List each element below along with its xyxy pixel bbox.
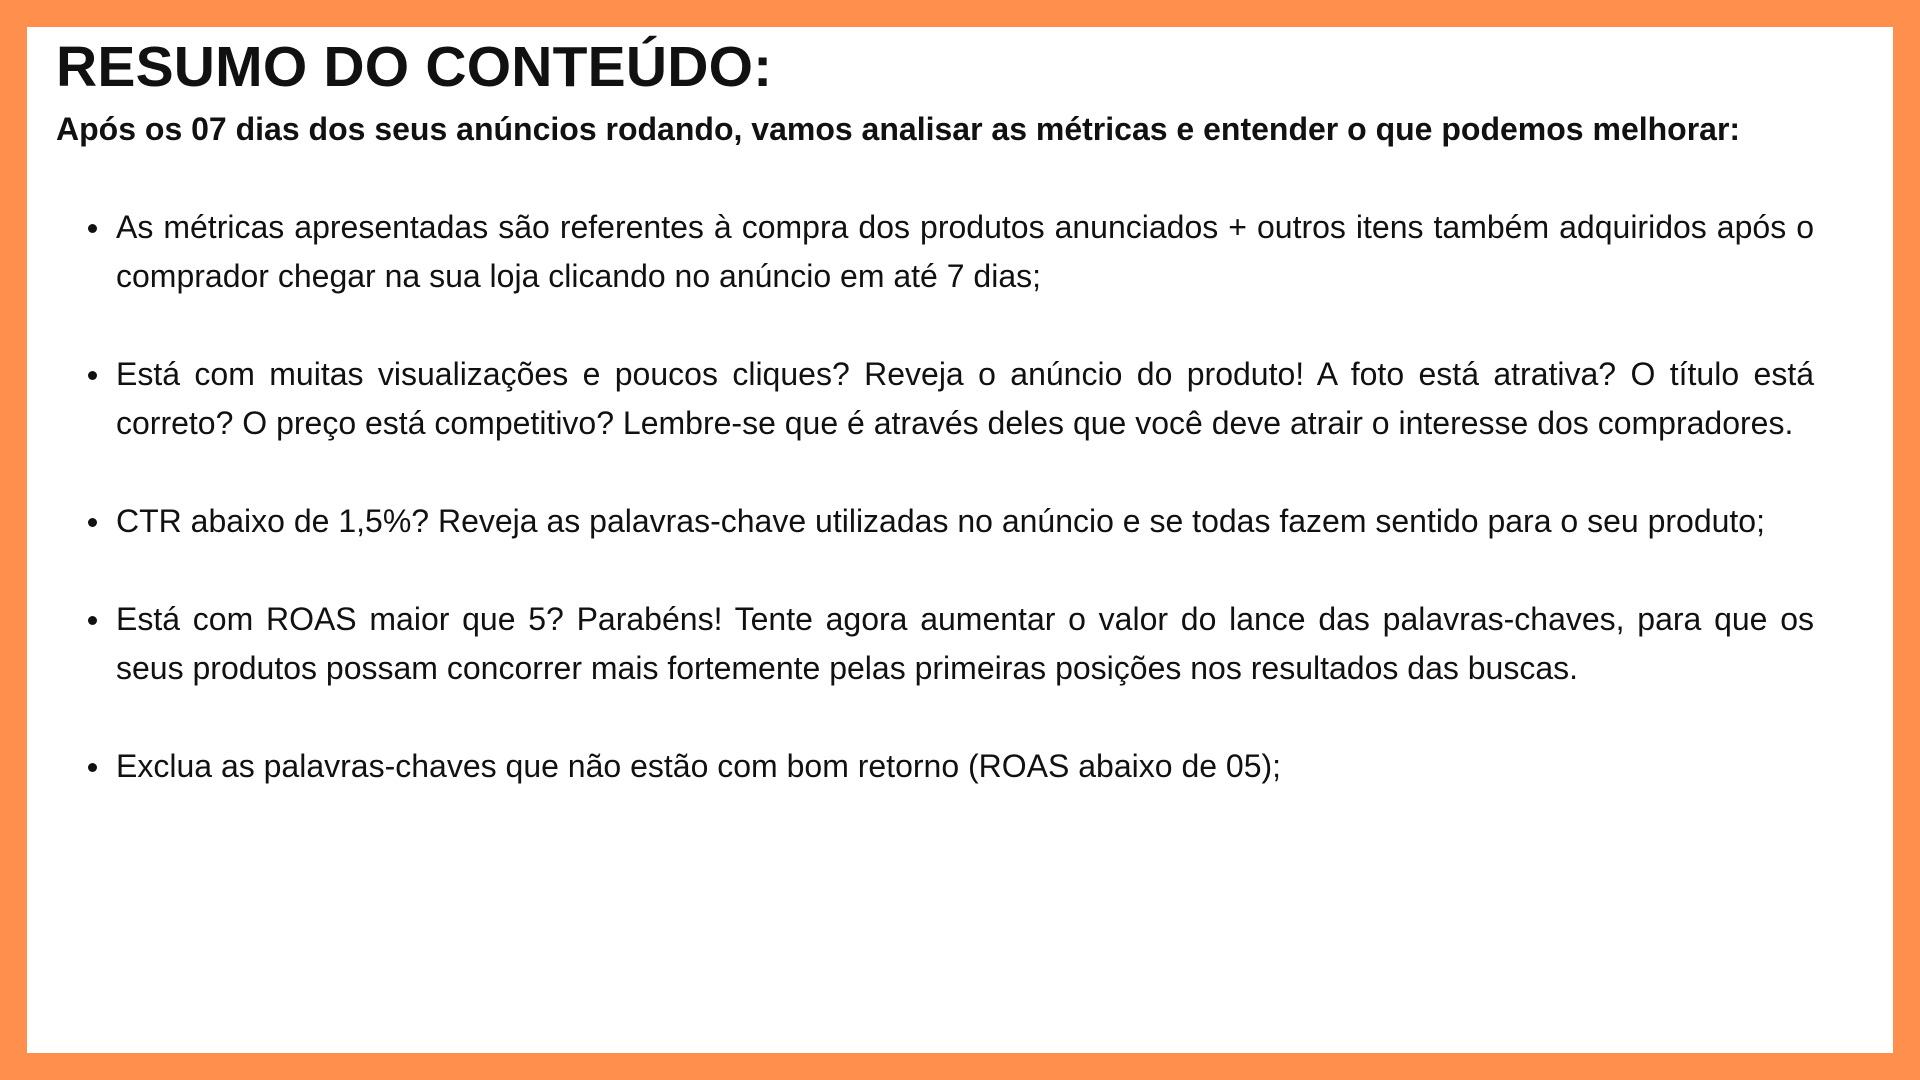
bullet-list xyxy=(56,203,1814,791)
list-item xyxy=(56,350,1814,448)
bullet-dot-icon xyxy=(88,518,97,527)
bullet-dot-icon xyxy=(88,371,97,380)
bullet-dot-icon xyxy=(88,224,97,233)
bullet-dot-icon xyxy=(88,616,97,625)
list-item-text: Está com muitas visualizações e poucos cliques? Reveja o anúncio do produto! A foto está atrativa? O título está correto? O preço está competitivo? Lembre-se que é através deles que você deve atrair o interesse dos compradores. xyxy=(116,355,1814,441)
list-item-text: CTR abaixo de 1,5%? Reveja as palavras-chave utilizadas no anúncio e se todas fazem sentido para o seu produto; xyxy=(116,502,1765,539)
bullet-dot-icon xyxy=(88,763,97,772)
list-item-text: As métricas apresentadas são referentes à compra dos produtos anunciados + outros itens também adquiridos após o comprador chegar na sua loja clicando no anúncio em até 7 dias; xyxy=(116,208,1814,294)
content-card xyxy=(27,27,1893,1053)
list-item xyxy=(56,203,1814,301)
page-title: RESUMO DO CONTEÚDO: xyxy=(56,35,773,99)
list-item xyxy=(56,742,1814,791)
list-item-text: Está com ROAS maior que 5? Parabéns! Tente agora aumentar o valor do lance das palavras-chaves, para que os seus produtos possam concorrer mais fortemente pelas primeiras posições nos resultados das buscas. xyxy=(116,600,1814,686)
list-item xyxy=(56,497,1814,546)
list-item-text: Exclua as palavras-chaves que não estão com bom retorno (ROAS abaixo de 05); xyxy=(116,747,1282,784)
list-item xyxy=(56,595,1814,693)
intro-text: Após os 07 dias dos seus anúncios rodando, vamos analisar as métricas e entender o que podemos melhorar: xyxy=(56,110,1741,147)
